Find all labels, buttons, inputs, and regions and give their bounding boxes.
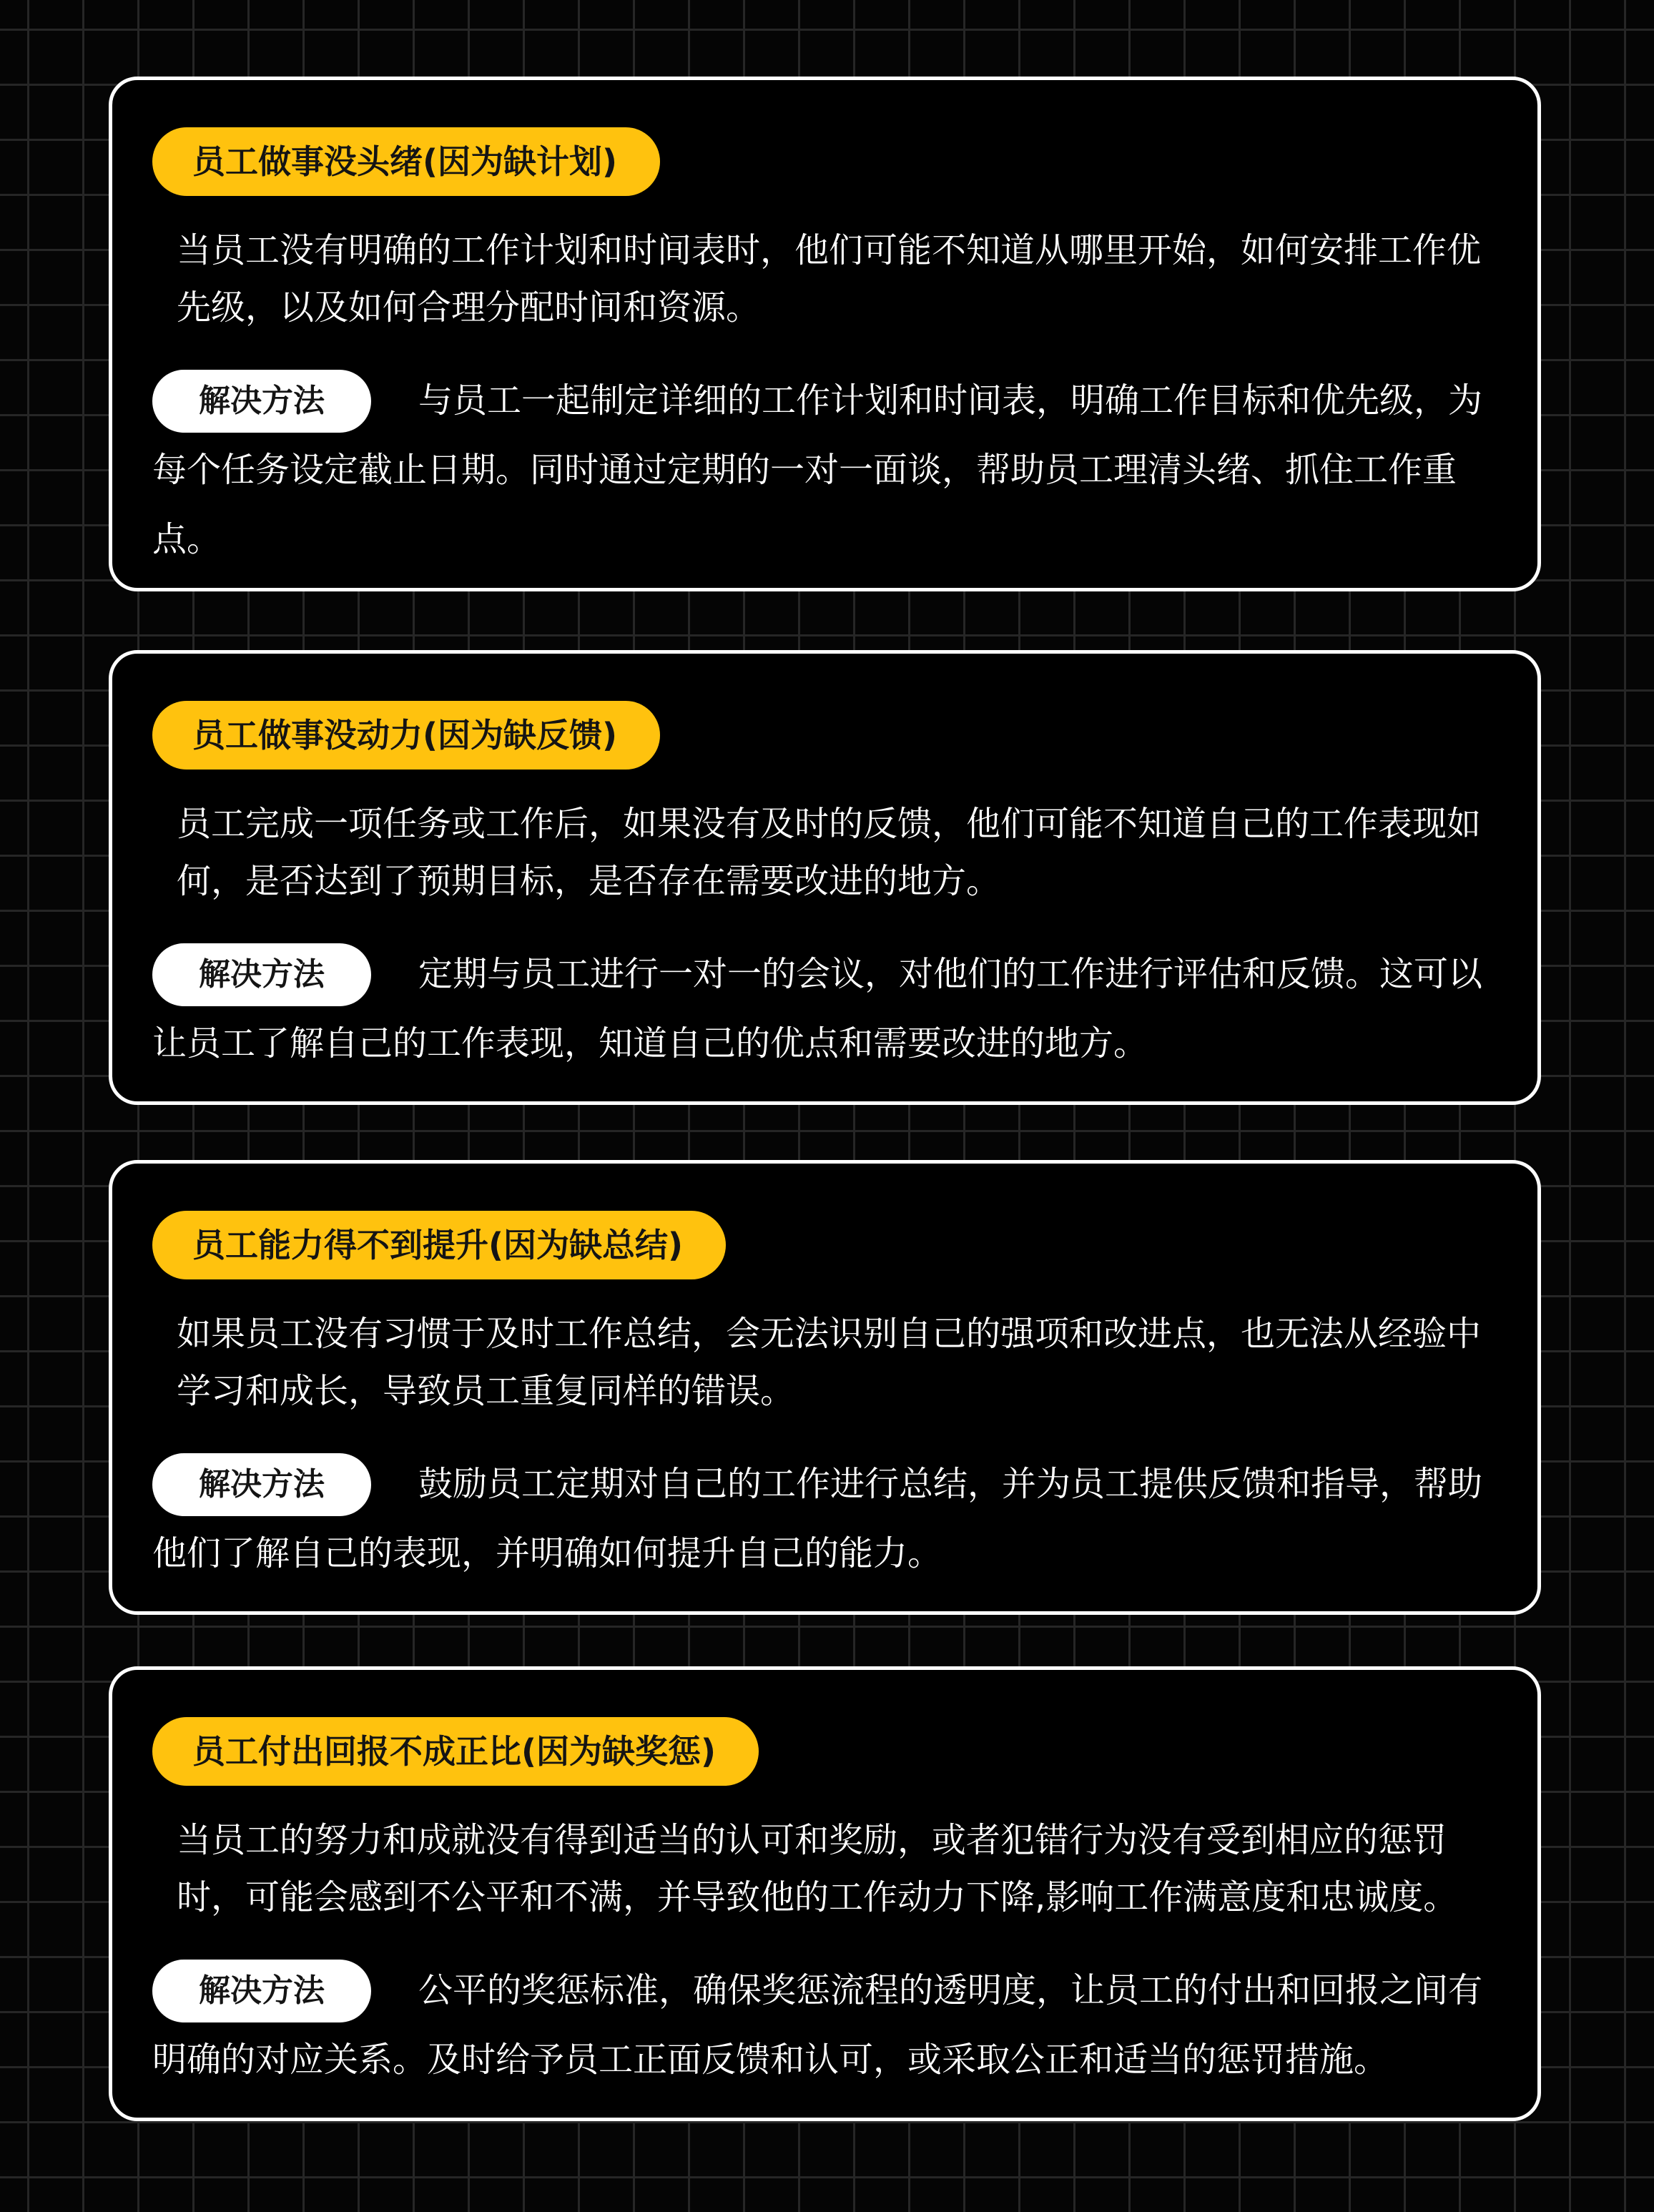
card-description: 当员工的努力和成就没有得到适当的认可和奖励，或者犯错行为没有受到相应的惩罚时，可能会感到不公平和不满，并导致他的工作动力下降,影响工作满意度和忠诚度。 [177,1820,1458,1917]
card-title: 员工做事没头绪(因为缺计划) [152,127,660,196]
solution-badge: 解决方法 [152,1453,371,1516]
solution-block [152,940,1502,1078]
solution-block [152,1450,1502,1588]
card-description: 当员工没有明确的工作计划和时间表时，他们可能不知道从哪里开始，如何安排工作优先级，以及如何合理分配时间和资源。 [177,230,1482,328]
solution-badge: 解决方法 [152,1960,371,2022]
card-description: 如果员工没有习惯于及时工作总结，会无法识别自己的强项和改进点，也无法从经验中学习和成长，导致员工重复同样的错误。 [177,1314,1482,1411]
solution-block [152,1956,1502,2095]
solution-block [152,366,1502,574]
card-title: 员工能力得不到提升(因为缺总结) [152,1211,726,1279]
problem-card-4 [109,1666,1541,2121]
solution-text: 公平的奖惩标准，确保奖惩流程的透明度，让员工的付出和回报之间有明确的对应关系。及时给予员工正面反馈和认可，或采取公正和适当的惩罚措施。 [152,1970,1483,2080]
solution-text: 鼓励员工定期对自己的工作进行总结，并为员工提供反馈和指导，帮助他们了解自己的表现，并明确如何提升自己的能力。 [152,1464,1483,1573]
problem-card-2 [109,650,1541,1105]
solution-text: 定期与员工进行一对一的会议，对他们的工作进行评估和反馈。这可以让员工了解自己的工作表现，知道自己的优点和需要改进的地方。 [152,954,1483,1063]
card-title: 员工做事没动力(因为缺反馈) [152,701,660,770]
problem-card-1 [109,77,1541,591]
problem-card-3 [109,1160,1541,1615]
solution-badge: 解决方法 [152,370,371,433]
solution-badge: 解决方法 [152,943,371,1006]
solution-text: 与员工一起制定详细的工作计划和时间表，明确工作目标和优先级，为每个任务设定截止日期。同时通过定期的一对一面谈，帮助员工理清头绪、抓住工作重点。 [152,380,1483,559]
card-description: 员工完成一项任务或工作后，如果没有及时的反馈，他们可能不知道自己的工作表现如何，是否达到了预期目标，是否存在需要改进的地方。 [177,804,1482,901]
card-title: 员工付出回报不成正比(因为缺奖惩) [152,1717,759,1786]
